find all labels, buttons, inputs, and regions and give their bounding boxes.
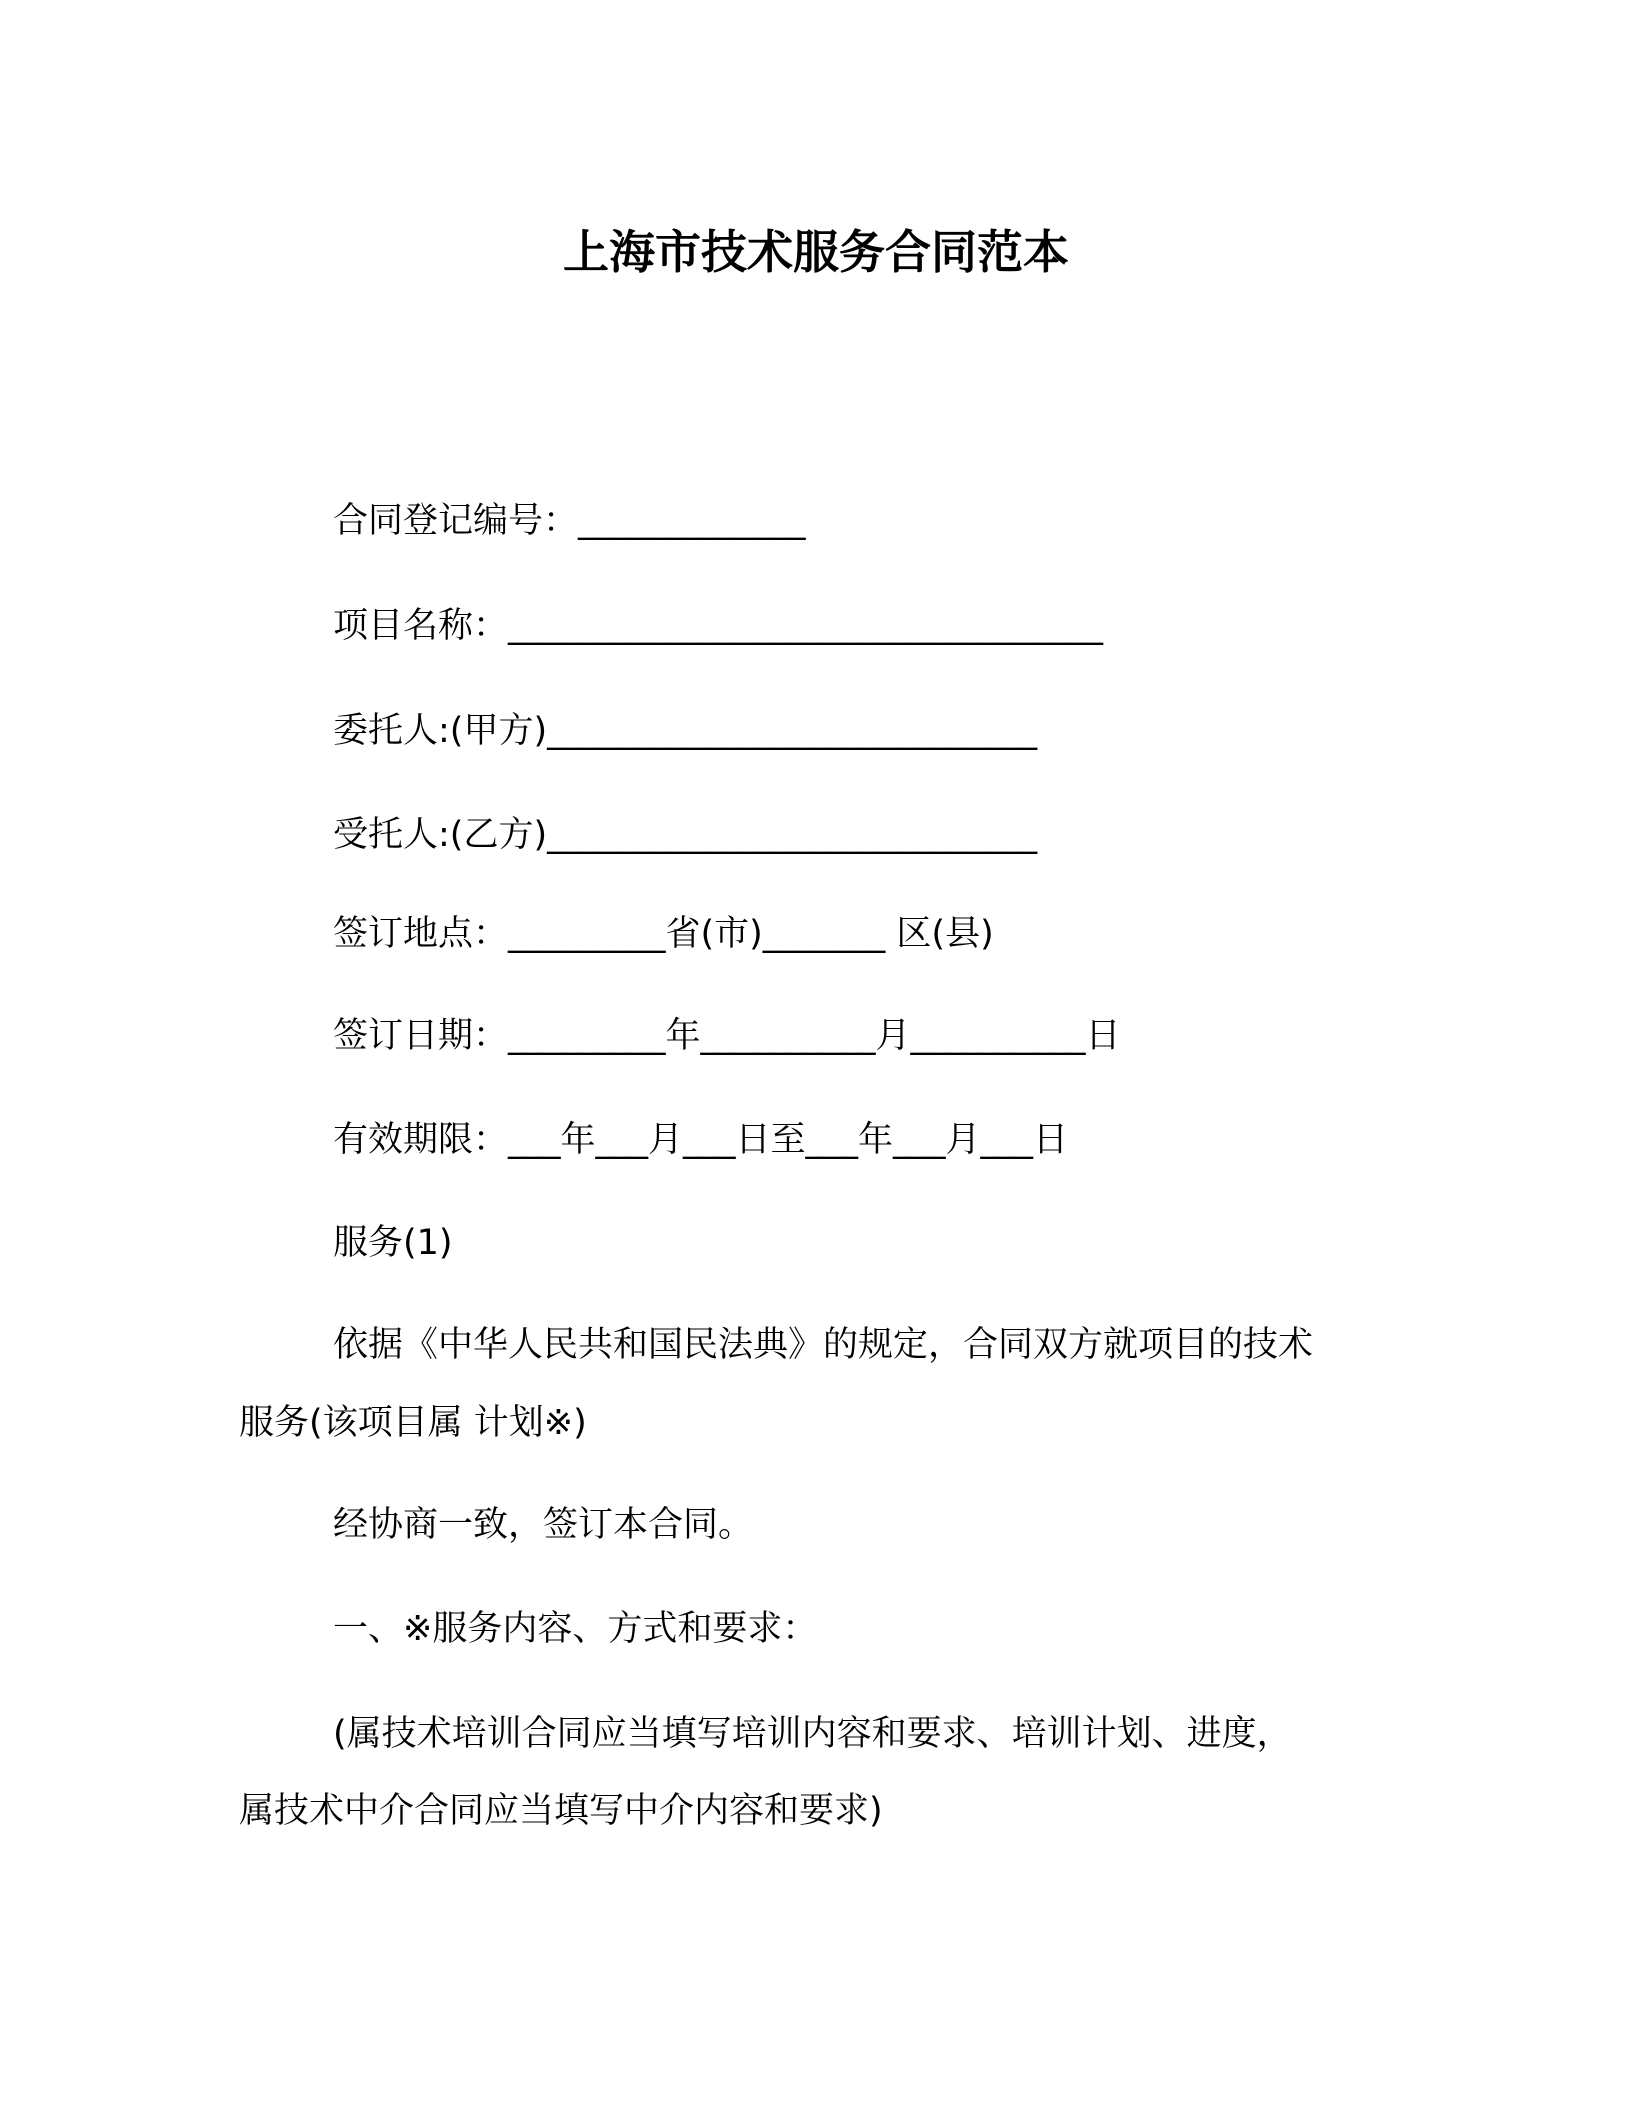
- paragraph-training-note-continued: 属技术中介合同应当填写中介内容和要求): [239, 1791, 883, 1831]
- paragraph-agreement: 经协商一致，签订本合同。: [333, 1505, 754, 1545]
- heading-service-content: 一、※服务内容、方式和要求：: [333, 1609, 818, 1649]
- document-title: 上海市技术服务合同范本: [563, 225, 1069, 279]
- section-service-label: 服务(1): [333, 1223, 453, 1263]
- paragraph-training-note: (属技术培训合同应当填写培训内容和要求、培训计划、进度，: [333, 1714, 1292, 1754]
- field-client-party-a: 委托人:(甲方)____________________________: [333, 711, 1038, 751]
- field-signing-place: 签订地点：_________省(市)_______ 区(县): [333, 914, 994, 954]
- paragraph-legal-basis-continued: 服务(该项目属 计划※): [239, 1403, 587, 1443]
- field-contractor-party-b: 受托人:(乙方)____________________________: [333, 815, 1038, 855]
- field-contract-registration-number: 合同登记编号：_____________: [333, 501, 806, 541]
- field-validity-period: 有效期限：___年___月___日至___年___月___日: [333, 1120, 1069, 1160]
- field-project-name: 项目名称：__________________________________: [333, 606, 1104, 646]
- field-signing-date: 签订日期：_________年__________月__________日: [333, 1016, 1121, 1056]
- paragraph-legal-basis: 依据《中华人民共和国民法典》的规定，合同双方就项目的技术: [333, 1325, 1314, 1365]
